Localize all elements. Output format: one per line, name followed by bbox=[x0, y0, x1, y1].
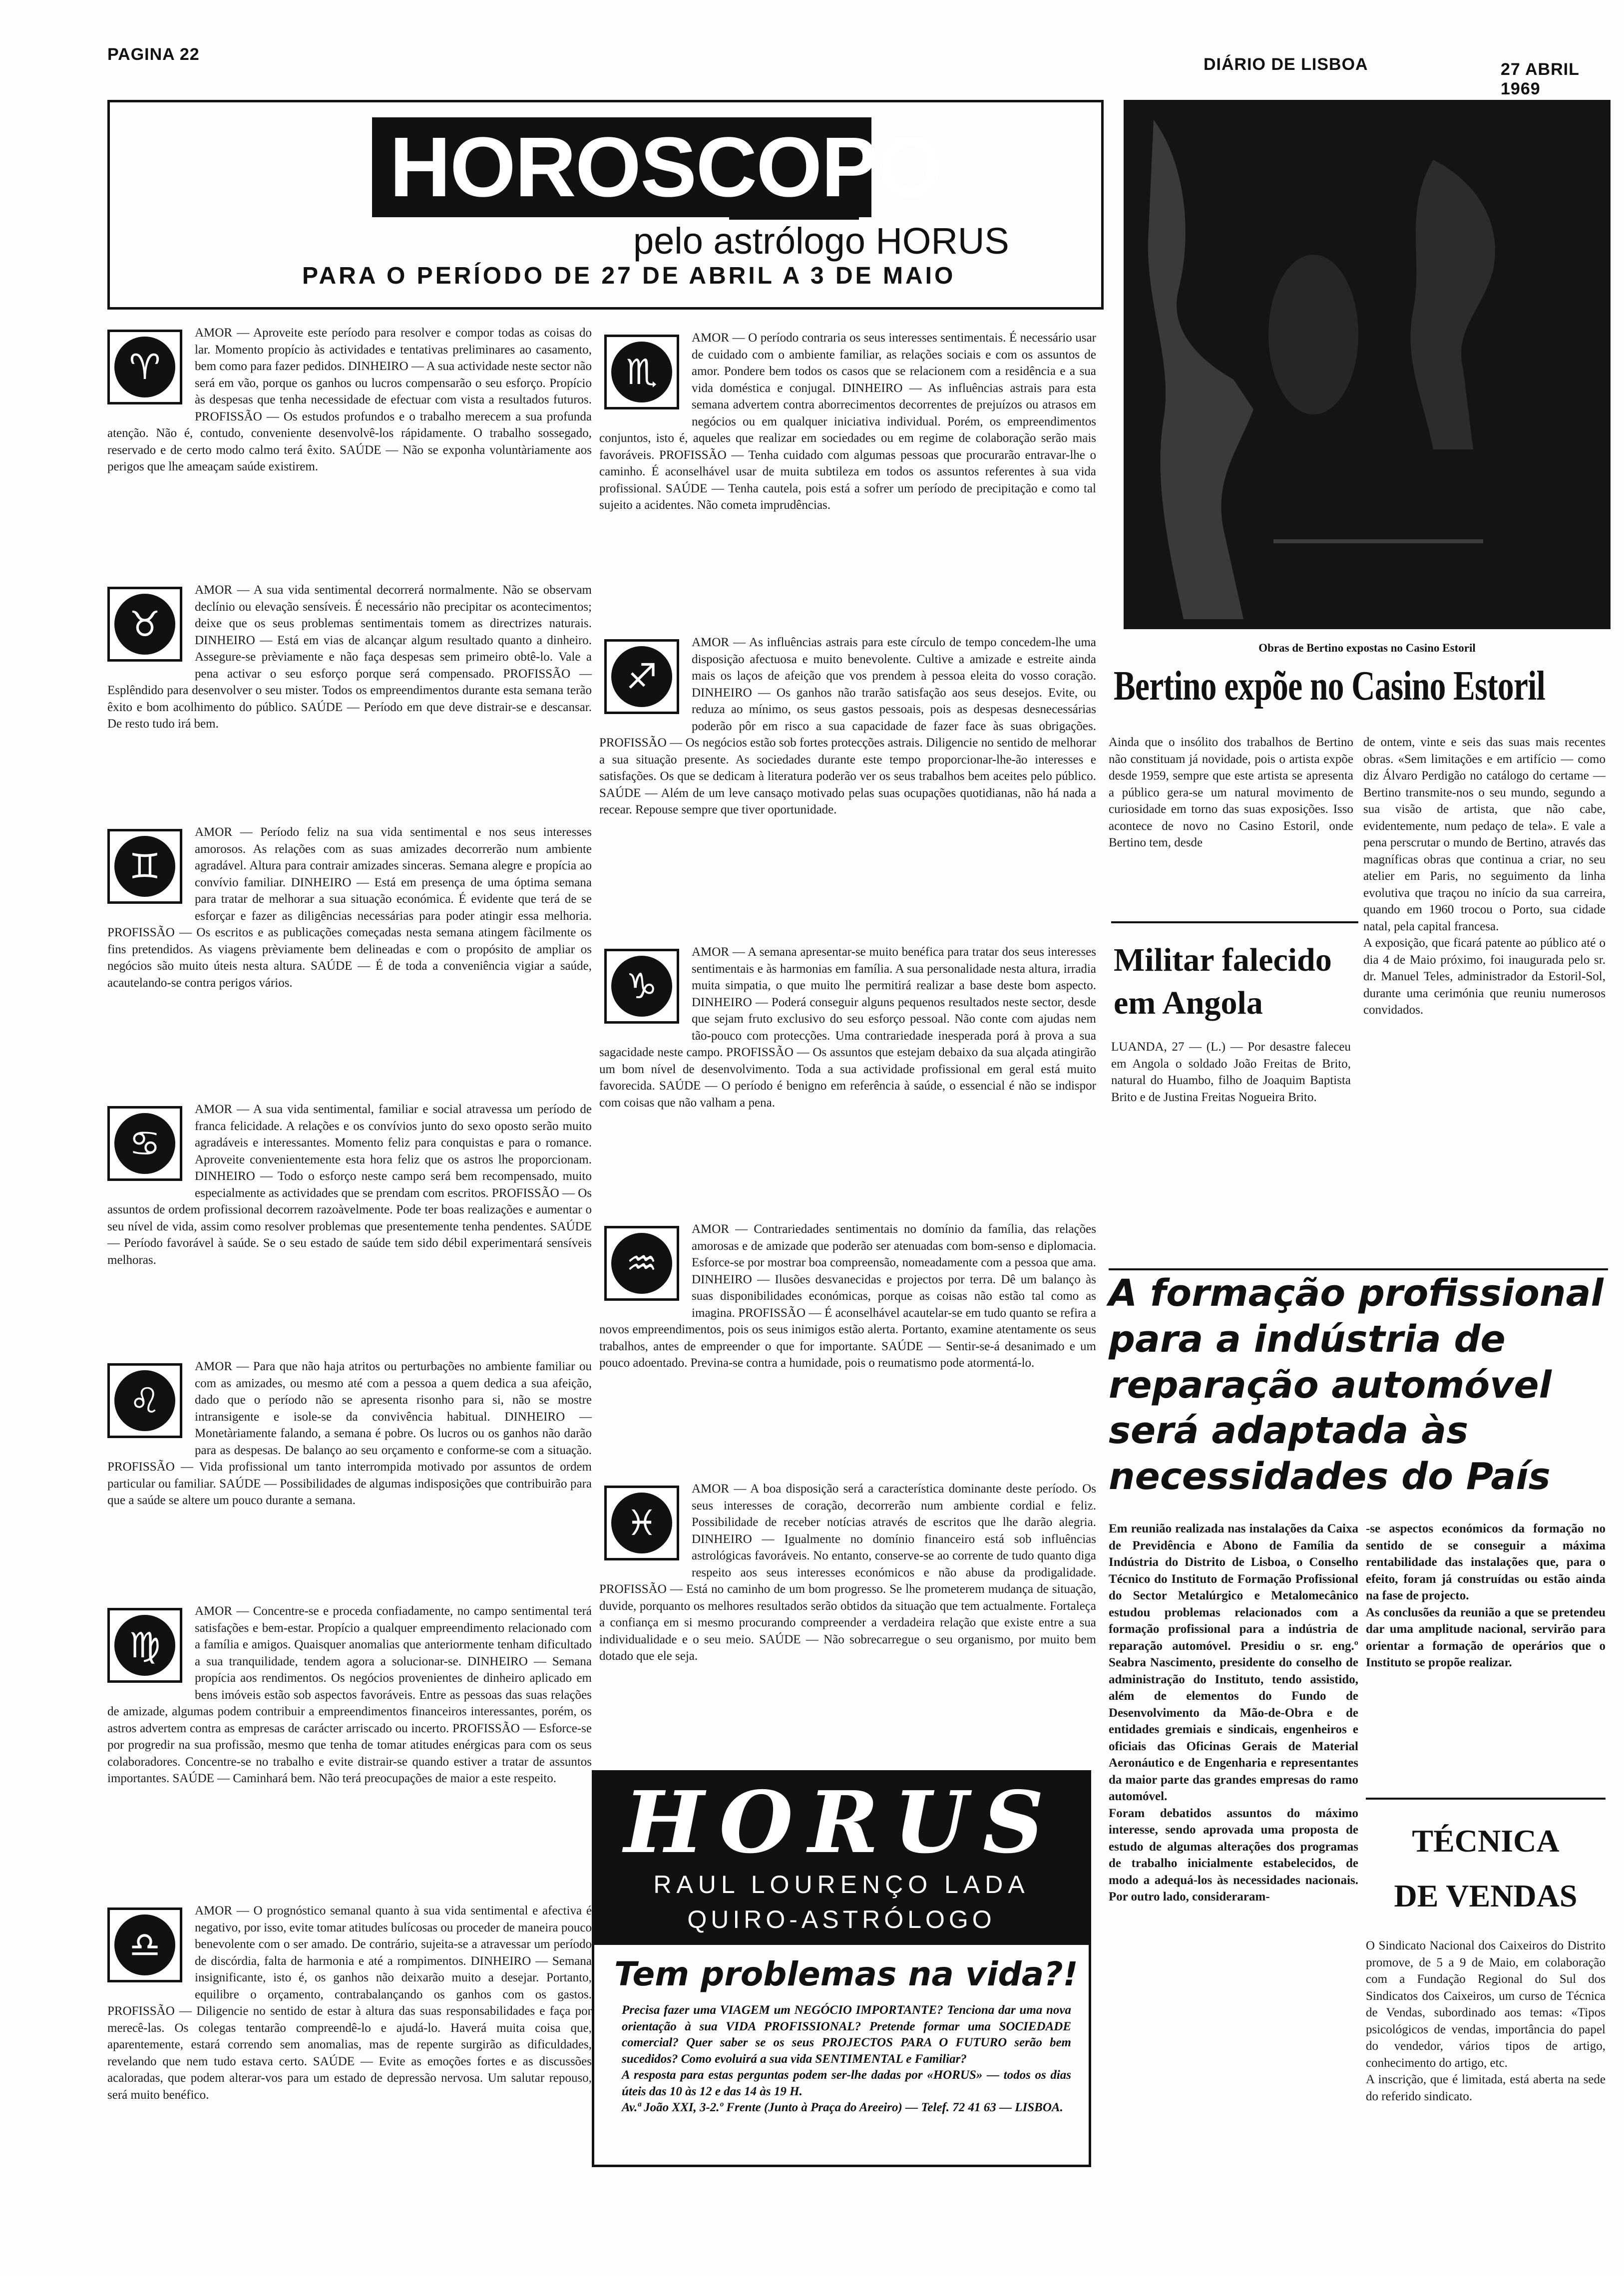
militar-body: LUANDA, 27 — (L.) — Por desastre faleceu em Angola o soldado João Freitas de Brito, natural do Huambo, filho de Joaquim Baptista Brito e de Justina Freitas Nogueira Brito. bbox=[1111, 1040, 1351, 1104]
newspaper-name: DIÁRIO DE LISBOA bbox=[1204, 55, 1368, 74]
sign-entry-aquarius bbox=[599, 1221, 1096, 1476]
sign-text: AMOR — Concentre-se e proceda confiadamente, no campo sentimental terá satisfações e bem-estar. Propício a qualquer empreendimento relacionado com a família e amigos. Quaisquer anomalias que anteriormente tenham dificultado a sua tranquilidade, tendem agora a solucionar-se. DINHEIRO — Semana propícia aos rendimentos. Os negócios provenientes de dinheiro aplicado em bens imóveis estão sob aspectos favoráveis. Entre as pessoas das suas relações de amizade, algumas podem contribuir a empreendimentos financeiros interessantes, porém, os astros advertem contra as empresas de carácter arriscado ou incerto. PROFISSÃO — Esforce-se por progredir na sua profissão, mesmo que tenha de tomar atitudes enérgicas para com os seus colaboradores. Concentre-se no trabalho e evite distrair-se quando estiver a tratar de assuntos importantes. SAÚDE — Caminhará bem. Não terá preocupações de maior a este respeito. bbox=[107, 1604, 592, 1785]
sign-entry-virgo bbox=[107, 1603, 592, 1883]
horoscope-title: HOROSCOPO bbox=[390, 120, 942, 215]
bertino-column-2: de ontem, vinte e seis das suas mais recentes obras. «Sem limitações e em artifício — como diz Álvaro Perdigão no catálogo do certame — Bertino transmite-nos o seu mundo, segundo a sua visão de artista, que não cabe, evidentemente, num pedaço de tela». E vale a pena perscrutar o mundo de Bertino, através das magníficas obras que continua a criar, no seu atelier em Paris, no seguimento da linha evolutiva que traçou no início da sua carreira, quando em 1960 trocou o Porto, sua cidade natal, pela capital francesa. A exposição, que ficará patente ao público até o dia 4 de Maio próximo, foi inaugurada pelo sr. dr. Manuel Teles, administrador da Estoril-Sol, durante uma cerimónia que reuniu numerosos convidados. bbox=[1363, 736, 1606, 1017]
sign-text: AMOR — Para que não haja atritos ou perturbações no ambiente familiar ou com as amizades, ou mesmo até com a pessoa a quem dedica a sua afeição, dado que o período não se apresenta risonho para si, não se mostre intransigente e isole-se da convivência habitual. DINHEIRO — Monetàriamente falando, a semana é pobre. Os lucros ou os ganhos não darão para as despesas. De balanço ao seu orçamento e conforme-se com a situação. PROFISSÃO — Vida profissional um tanto interrompida motivado por assuntos de ordem particular ou familiar. SAÚDE — Possibilidades de algumas indisposições que contribuirão para que a saúde se altere um pouco durante a semana. bbox=[107, 1360, 592, 1507]
formacao-column-1: Em reunião realizada nas instalações da Caixa de Previdência e Abono de Família da Indústria do Distrito de Lisboa, o Conselho Técnico do Instituto de Formação Profissional do Sector Metalúrgico e Metalomecânico estudou problemas relacionados com a formação profissional para a indústria de reparação automóvel. Presidiu o sr. eng.º Seabra Nascimento, presidente do conselho de administração do Instituto, tendo assistido, além de elementos do Fundo de Desenvolvimento da Mão-de-Obra e de entidades gremiais e sindicais, engenheiros e oficiais das Oficinas Gerais de Material Aeronáutico e de Engenharia e representantes da maior parte das grandes empresas do ramo automóvel. Foram debatidos assuntos do máximo interesse, sendo aprovada uma proposta de estudo de algumas alterações dos programas de trabalho inicialmente estabelecidos, de modo a adequá-los às necessidades nacionais. Por outro lado, consideraram- bbox=[1109, 1522, 1358, 1903]
sign-text: AMOR — A boa disposição será a característica dominante deste período. Os seus interesses de coração, decorrerão num ambiente cordial e feliz. Possibilidade de receber notícias através de escritos que lhe darão alegria. DINHEIRO — Igualmente no domínio financeiro está sob influências astrológicas favoráveis. No entanto, conserve-se ao corrente de tudo quanto diga respeito aos seus interesses económicos e não abuse da prodigalidade. PROFISSÃO — Está no caminho de um bom progresso. Se lhe prometerem mudança de situação, duvide, porquanto os melhores resultados serão obtidos da situação que tem actualmente. Fortaleça a confiança em si mesmo procurando compreender a verdadeira relação que existe entre a sua individualidade e o seu meio. SAÚDE — Não sobrecarregue o seu organismo, por muito bem dotado que ele seja. bbox=[599, 1482, 1096, 1663]
divider bbox=[1111, 921, 1358, 923]
page-number: PAGINA 22 bbox=[107, 45, 200, 64]
pisces-icon: ♓ bbox=[604, 1486, 679, 1560]
horoscope-period: PARA O PERÍODO DE 27 DE ABRIL A 3 DE MAIO bbox=[302, 263, 956, 289]
aquarius-icon: ♒ bbox=[604, 1226, 679, 1301]
gemini-icon: ♊ bbox=[107, 829, 182, 904]
scorpio-icon: ♏ bbox=[604, 335, 679, 409]
sign-text: AMOR — A sua vida sentimental decorrerá normalmente. Não se observam declínio ou elevação sensíveis. É necessário não precipitar os acontecimentos; deixe que os seus problemas sentimentais tomem as directrizes naturais. DINHEIRO — Está em vias de alcançar algum resultado quanto a dinheiro. Assegure-se prèviamente e não faça despesas sem primeiro obtê-lo. Vale a pena activar o seu esforço porque será compensado. PROFISSÃO — Esplêndido para desenvolver o seu mister. Todos os empreendimentos durante esta semana terão êxito e bom acolhimento do público. SAÚDE — Período em que deve distrair-se e descansar. De resto tudo irá bem. bbox=[107, 583, 592, 731]
sign-text: AMOR — Aproveite este período para resolver e compor todas as coisas do lar. Momento propício às actividades e tentativas preliminares ao casamento, bem como para fazer pedidos. DINHEIRO — A sua actividade neste sector não será em vão, porque os ganhos ou lucros compensarão o seu esforço. Propício às despesas que tenha necessidade de efectuar com vista a resultados futuros. PROFISSÃO — Os estudos profundos e o trabalho merecem a sua profunda atenção. Não é, contudo, conveniente desenvolvê-los rápidamente. O trabalho sossegado, reservado e de certo modo calmo terá êxito. SAÚDE — Não se exponha voluntàriamente aos perigos que lhe ameaçam saúde existirem. bbox=[107, 326, 592, 473]
horus-advertisement bbox=[592, 1770, 1091, 2167]
ad-role: QUIRO-ASTRÓLOGO bbox=[687, 1905, 996, 1933]
sign-text: AMOR — A semana apresentar-se muito benéfica para tratar dos seus interesses sentimentais e às harmonias em família. A sua personalidade nesta altura, irradia muita simpatia, o que muito lhe permitirá realizar a base deste bom aspecto. DINHEIRO — Poderá conseguir alguns pequenos resultados neste sector, desde que sejam fruto exclusivo do seu esforço pessoal. Não conte com ajudas nem tão-pouco com protecções. Uma contrariedade inesperada porá à prova a sua sagacidade neste campo. PROFISSÃO — Os assuntos que estejam debaixo da sua alçada atingirão um bom nível de desenvolvimento. Toda a sua actividade profissional em geral está muito favorecida. SAÚDE — O período é benigno em referência à saúde, o essencial é não se indispor com coisas que não valham a pena. bbox=[599, 945, 1096, 1110]
sign-entry-scorpio bbox=[599, 330, 1096, 609]
horoscope-title-box bbox=[107, 100, 1104, 310]
sign-entry-gemini bbox=[107, 824, 592, 1074]
horoscope-byline: pelo astrólogo HORUS bbox=[629, 220, 1013, 262]
tecnica-body: O Sindicato Nacional dos Caixeiros do Distrito promove, de 5 a 9 de Maio, em colaboração com a Fundação Regional do Sul dos Sindicatos dos Caixeiros, um curso de Técnica de Vendas, subordinado aos temas: «Tipos psicológicos de vendas, importância do papel do vendedor, vários tipos de artigo, conhecimento do artigo, etc. A inscrição, que é limitada, está aberta na sede do referido sindicato. bbox=[1366, 1939, 1606, 2103]
sign-entry-cancer bbox=[107, 1101, 592, 1351]
sign-text: AMOR — Período feliz na sua vida sentimental e nos seus interesses amorosos. As relações com as suas amizades decorrerão num ambiente agradável. Altura para contrair amizades sinceras. Semana alegre e propícia ao convívio familiar. DINHEIRO — Está em presença de uma óptima semana para tratar de melhorar a sua situação económica. É evidente que terá de se esforçar e fazer as diligências necessárias para poder atingir essa melhoria. PROFISSÃO — Os escritos e as publicações começadas nesta semana atingem fàcilmente os fins pretendidos. As viagens prèviamente bem delineadas e com o propósito de ampliar os negócios são muito úteis nesta altura. SAÚDE — É de toda a conveniência vigiar a saúde, acautelando-se contra perigos vários. bbox=[107, 825, 592, 990]
bertino-artwork-photo bbox=[1124, 100, 1611, 629]
virgo-icon: ♍ bbox=[107, 1608, 182, 1683]
tecnica-headline-line-1: TÉCNICA bbox=[1412, 1823, 1560, 1859]
sign-text: AMOR — A sua vida sentimental, familiar e social atravessa um período de franca felicidade. A relações e os convívios junto do sexo oposto serão muito agradáveis e interessantes. Momento feliz para conquistas e para o romance. Aproveite convenientemente esta hora feliz que os astros lhe proporcionam. DINHEIRO — Todo o esforço neste campo será bem recompensado, muito especialmente as actividades que se prendam com escritos. PROFISSÃO — Os assuntos de ordem profissional decorrem razoàvelmente. Pode ter boas realizações e aumentar o seu nível de vida, assim como resolver problemas que presentemente tenha pendentes. SAÚDE — Período favorável à saúde. Se o seu estado de saúde tem sido débil experimentará sensíveis melhoras. bbox=[107, 1103, 592, 1267]
tecnica-headline-line-2: DE VENDAS bbox=[1394, 1878, 1578, 1913]
ad-headline: Tem problemas na vida?! bbox=[614, 1955, 1078, 1993]
ad-body: Precisa fazer uma VIAGEM um NEGÓCIO IMPORTANTE? Tenciona dar uma nova orientação à sua VIDA PROFISSIONAL? Pretende formar uma SOCIEDADE comercial? Quer saber se os seus PROJECTOS PARA O FUTURO serão bem sucedidos? Como evoluirá a sua vida SENTIMENTAL e Familiar? A resposta para estas perguntas podem ser-lhe dadas por «HORUS» — todos os dias úteis das 10 às 12 e das 14 às 19 H. Av.ª João XXI, 3-2.º Frente (Junto à Praça do Areeiro) — Telef. 72 41 63 — LISBOA. bbox=[622, 2003, 1071, 2114]
formacao-column-2: -se aspectos económicos da formação no sentido de se conseguir a máxima rentabilidade das instalações que, para o efeito, foram já construídas ou estão ainda na fase de projecto. As conclusões da reunião a que se pretendeu dar uma amplitude nacional, servirão para orientar a formação de operários que o Instituto se propõe realizar. bbox=[1366, 1522, 1606, 1669]
militar-headline: Militar falecido em Angola bbox=[1114, 942, 1332, 1021]
sign-entry-taurus bbox=[107, 582, 592, 806]
sign-entry-aries bbox=[107, 325, 592, 549]
ad-brand: HORUS bbox=[624, 1773, 1059, 1873]
issue-date: 27 ABRIL 1969 bbox=[1501, 60, 1580, 98]
photo-caption: Obras de Bertino expostas no Casino Estoril bbox=[1258, 642, 1476, 654]
sign-entry-sagittarius bbox=[599, 634, 1096, 914]
taurus-icon: ♉ bbox=[107, 587, 182, 662]
sign-entry-leo bbox=[107, 1358, 592, 1583]
bertino-column-1: Ainda que o insólito dos trabalhos de Bertino não constituam já novidade, pois o artista expõe desde 1959, sempre que este artista se apresenta a público gera-se um natural movimento de curiosidade em torno das suas exposições. Isso acontece de novo no Casino Estoril, onde Bertino tem, desde bbox=[1109, 736, 1353, 849]
sign-text: AMOR — Contrariedades sentimentais no domínio da família, das relações amorosas e de amizade que poderão ser atenuadas com bom-senso e diplomacia. Esforce-se por mostrar boa compreensão, nomeadamente com a pessoa que ama. DINHEIRO — Ilusões desvanecidas e projectos por terra. Dê um balanço às suas disponibilidades económicas, porque as coisas não estão tal como as imagina. PROFISSÃO — É aconselhável acautelar-se em tudo quanto se refira a novos empreendimentos, pois os seus inimigos estão alerta. Portanto, examine atentamente os seus trabalhos, antes de empreender o que for importante. SAÚDE — Sentir-se-á desanimado e um pouco adoentado. Previna-se contra a humidade, pois o reumatismo pode atormentá-lo. bbox=[599, 1222, 1096, 1370]
sign-entry-pisces bbox=[599, 1481, 1096, 1750]
leo-icon: ♌ bbox=[107, 1363, 182, 1438]
sagittarius-icon: ♐ bbox=[604, 639, 679, 714]
sign-entry-capricorn bbox=[599, 944, 1096, 1208]
cancer-icon: ♋ bbox=[107, 1106, 182, 1181]
ad-astrologer-name: RAUL LOURENÇO LADA bbox=[653, 1871, 1030, 1898]
sign-text: AMOR — O período contraria os seus interesses sentimentais. É necessário usar de cuidado com o ambiente familiar, as relações sociais e com os assuntos de amor. Pondere bem todos os casos que se relacionem com a residência e a sua vida doméstica e conjugal. DINHEIRO — As influências astrais para esta semana advertem contra aborrecimentos decorrentes de prejuízos ou atrasos em negócios ou em qualquer iniciativa individual. Porém, os empreendimentos conjuntos, isto é, aqueles que realizar em sociedades ou em regime de colaboração serão mais favoráveis. PROFISSÃO — Tenha cuidado com algumas pessoas que procurarão entravar-lhe o caminho. É aconselhável usar de muita subtileza em todos os assuntos referentes à sua vida profissional. SAÚDE — Tenha cautela, pois está a sofrer um período de precipitação e como tal sujeito a acidentes. Não cometa imprudências. bbox=[599, 331, 1096, 512]
capricorn-icon: ♑ bbox=[604, 949, 679, 1024]
sign-text: AMOR — As influências astrais para este círculo de tempo concedem-lhe uma disposição afectuosa e muito benevolente. Cultive a amizade e estreite ainda mais os laços de afeição que vos prendem à pessoa eleita do vosso coração. DINHEIRO — Os ganhos não trarão satisfação aos seus desejos. Evite, ou reduza ao mínimo, os seus gastos pessoais, pois as despesas desnecessárias poderão pôr em risco a sua capacidade de fazer face às suas obrigações. PROFISSÃO — Os negócios estão sob fortes protecções astrais. Diligencie no sentido de melhorar a sua situação presente. As sociedades durante este tempo proporcionar-lhe-ão interesses e satisfações. Os que se dedicam à literatura poderão ver os seus trabalhos bem aceites pelo público. SAÚDE — Além de um leve cansaço motivado pelas suas ocupações quotidianas, não há nada a recear. Repouse sempre que tiver oportunidade. bbox=[599, 636, 1096, 816]
aries-icon: ♈ bbox=[107, 330, 182, 404]
sign-text: AMOR — O prognóstico semanal quanto à sua vida sentimental e afectiva é negativo, por isso, evite tomar atitudes bulícosas ou proceder de maneira pouco benevolente com o ser amado. De contrário, sujeita-se a atravessar um período de discórdia, falta de harmonia e até a rompimentos. DINHEIRO — Semana insignificante, isto é, os ganhos não deixarão muito a desejar. Portanto, equilibre o orçamento, contrabalançando os ganhos com os gastos. PROFISSÃO — Diligencie no sentido de estar à altura das suas responsabilidades e faça por merecê-las. Os colegas tentarão compreendê-lo e ajudá-lo. Haverá muita coisa que, aparentemente, estará correndo sem anomalias, mas de repente surgirão as dificuldades, revelando que nem tudo estava certo. SAÚDE — Evite as emoções fortes e as discussões acaloradas, que podem alterar-vos para um estado de depressão nervosa. Um salutar repouso, será muito benéfico. bbox=[107, 1904, 592, 2102]
sign-entry-libra bbox=[107, 1902, 592, 2202]
divider bbox=[1109, 1268, 1608, 1270]
divider bbox=[1366, 1798, 1606, 1800]
formacao-headline: A formação profissional para a indústria de reparação automóvel será adaptada às necessidades do País bbox=[1109, 1272, 1604, 1498]
bertino-headline: Bertino expõe no Casino Estoril bbox=[1114, 663, 1545, 709]
libra-icon: ♎ bbox=[107, 1907, 182, 1982]
photo-image bbox=[1124, 100, 1611, 629]
